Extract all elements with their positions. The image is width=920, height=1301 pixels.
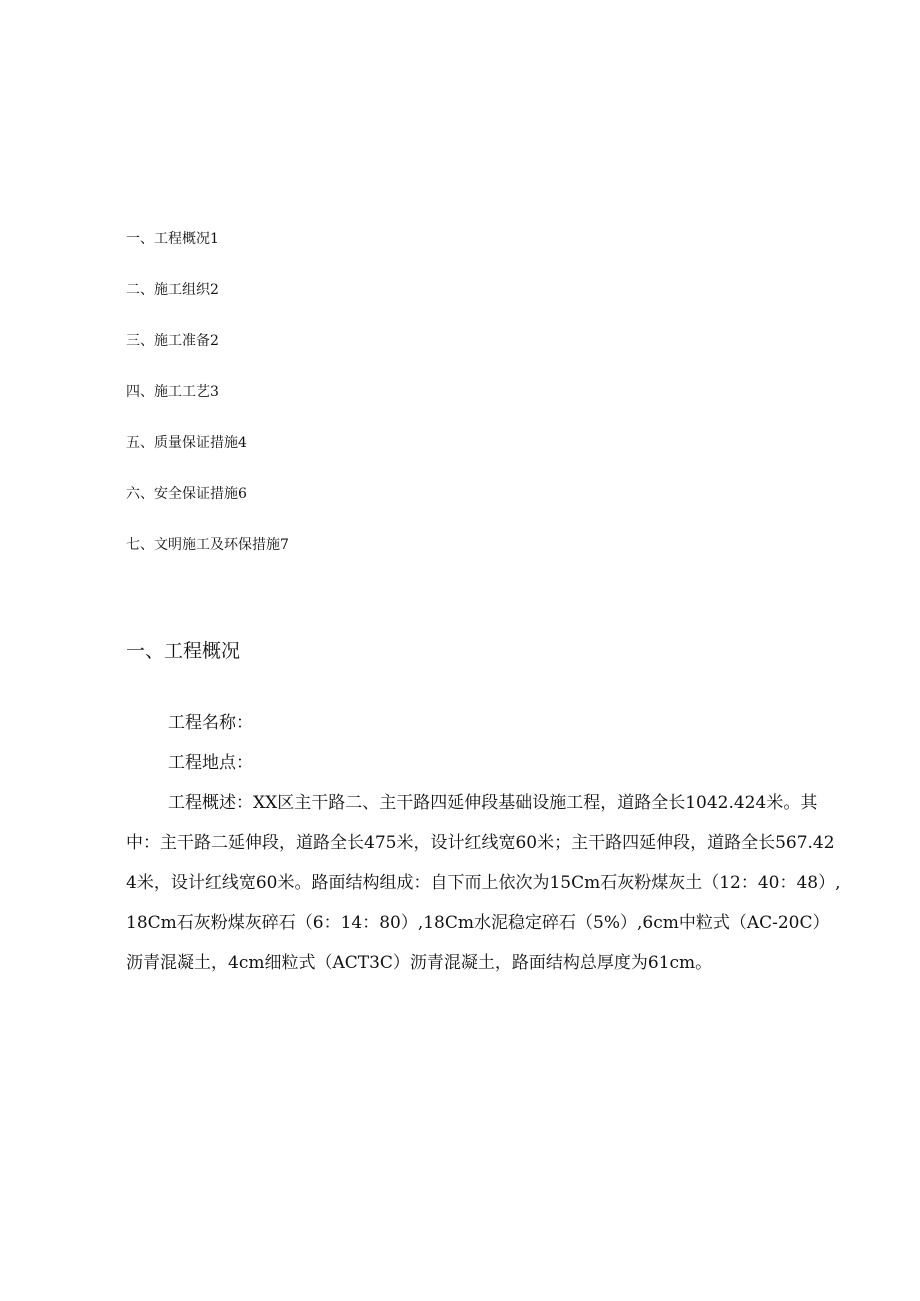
table-of-contents xyxy=(126,228,289,585)
toc-item-3: 三、施工准备2 xyxy=(126,333,219,349)
project-location-line: 工程地点： xyxy=(168,753,253,773)
toc-item-7: 七、文明施工及环保措施7 xyxy=(126,537,289,553)
toc-item-4: 四、施工工艺3 xyxy=(126,384,219,400)
toc-item-1: 一、工程概况1 xyxy=(126,231,219,247)
toc-item-2: 二、施工组织2 xyxy=(126,282,219,298)
project-name-line: 工程名称： xyxy=(168,713,253,733)
section-heading: 一、工程概况 xyxy=(126,640,241,662)
toc-item-6: 六、安全保证措施6 xyxy=(126,486,247,502)
toc-item-5: 五、质量保证措施4 xyxy=(126,435,247,451)
section-body xyxy=(126,703,841,983)
project-overview-paragraph: 工程概述：XX区主干路二、主干路四延伸段基础设施工程，道路全长1042.424米。其中：主干路二延伸段，道路全长475米，设计红线宽60米；主干路四延伸段，道路全长567.424米，设计红线宽60米。路面结构组成：自下而上依次为15Cm石灰粉煤灰土（12：40：48）,18Cm石灰粉煤灰碎石（6：14：80）,18Cm水泥稳定碎石（5%）,6cm中粒式（AC-20C）沥青混凝土，4cm细粒式（ACT3C）沥青混凝土，路面结构总厚度为61cm。 xyxy=(126,793,841,973)
